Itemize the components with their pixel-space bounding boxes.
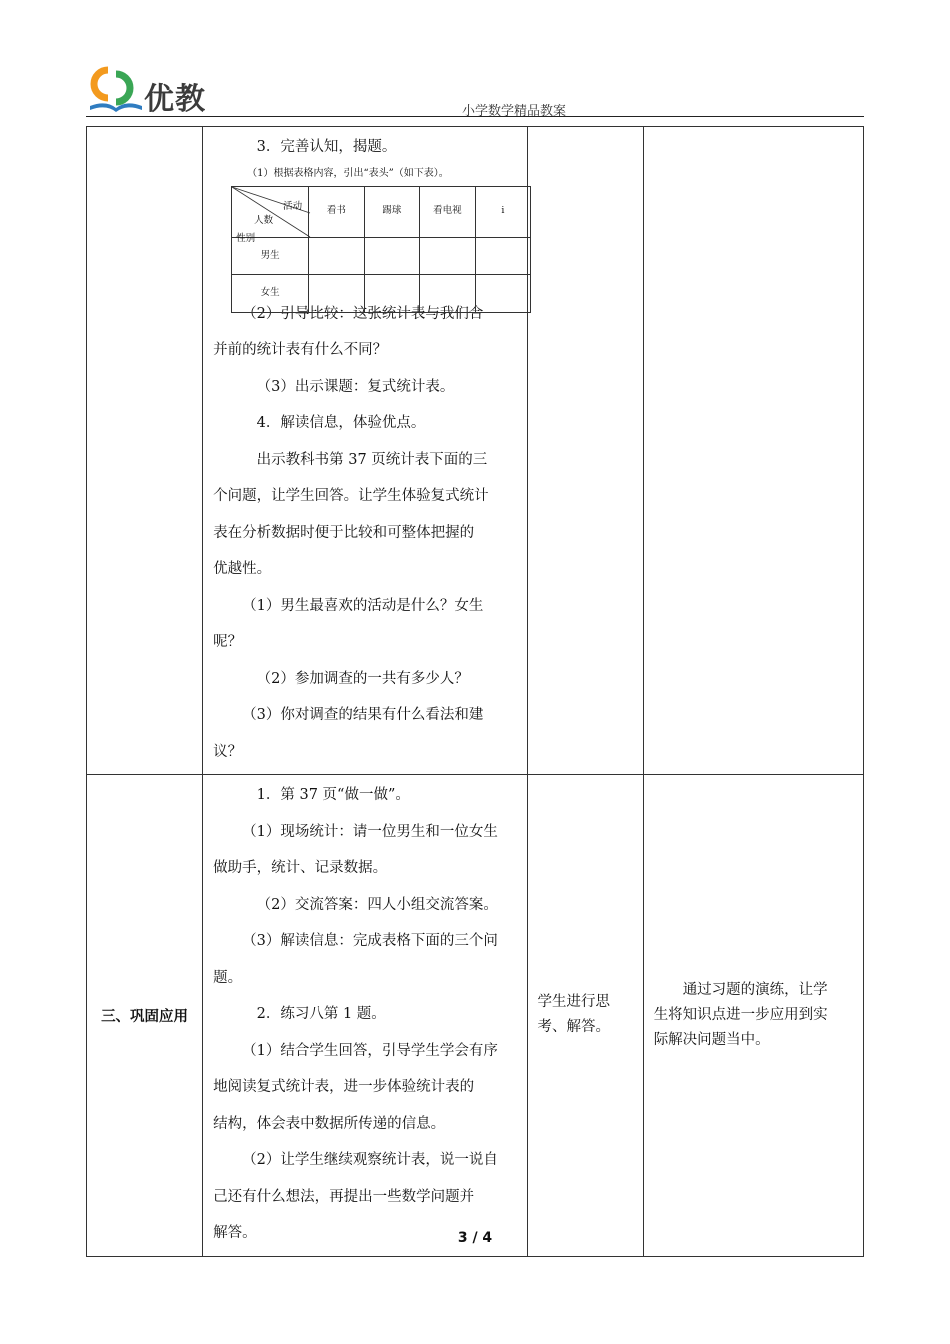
- content-line: （3）解读信息：完成表格下面的三个问: [242, 933, 498, 949]
- student-line: 学生进行思: [537, 994, 611, 1011]
- header-table-figure: [231, 166, 547, 298]
- intent-line: 通过习题的演练，让学: [682, 981, 828, 998]
- teaching-content-cell: [203, 775, 527, 1257]
- intent-line: 生将知识点进一步应用到实: [653, 1006, 828, 1023]
- content-line: 优越性。: [213, 561, 272, 577]
- content-line: 呢？: [213, 634, 243, 650]
- content-line: （1）男生最喜欢的活动是什么？女生: [242, 597, 484, 614]
- content-line: 表在分析数据时便于比较和可整体把握的: [213, 524, 475, 541]
- student-line: 考、解答。: [537, 1019, 611, 1036]
- table-cell: [420, 275, 476, 313]
- table-cell: [309, 275, 365, 313]
- content-line: 题。: [213, 969, 243, 986]
- section-title: 三、巩固应用: [87, 775, 203, 1257]
- section-cell-empty: [87, 127, 203, 775]
- design-intent-cell: [643, 775, 863, 1257]
- content-line: 议？: [213, 743, 243, 760]
- content-line: （2）参加调查的一共有多少人？: [256, 670, 469, 687]
- header-rule: [86, 116, 864, 117]
- intent-line: 际解决问题当中。: [653, 1031, 770, 1048]
- table-cell: [309, 237, 365, 275]
- corner-label-gender: 性别: [236, 232, 256, 244]
- table-cell: [364, 237, 420, 275]
- content-line: 并前的统计表有什么不同？: [213, 342, 388, 358]
- diagonal-header-cell: [232, 186, 309, 244]
- content-line: （3）出示课题：复式统计表。: [256, 378, 455, 395]
- table-row: [87, 775, 864, 1257]
- content-line: 4．解读信息，体验优点。: [256, 415, 426, 431]
- content-line: 个问题，让学生回答。让学生体验复式统计: [213, 488, 489, 504]
- column-header: 看书: [309, 186, 365, 237]
- content-line: 1．第 37 页“做一做”。: [256, 787, 410, 803]
- figure-caption: （1）根据表格内容，引出“表头”（如下表）。: [247, 167, 449, 179]
- content-line: 结构，体会表中数据所传递的信息。: [213, 1115, 446, 1132]
- column-header: 看电视: [420, 186, 476, 237]
- content-line: （2）交流答案：四人小组交流答案。: [256, 896, 498, 913]
- sample-stat-table: [231, 186, 531, 313]
- table-cell: [475, 237, 531, 275]
- content-line: 解答。: [213, 1225, 257, 1241]
- design-intent-cell-empty: [643, 127, 863, 775]
- header-subtitle: 小学数学精品教案: [461, 104, 566, 119]
- content-line: 地阅读复式统计表，进一步体验统计表的: [213, 1079, 475, 1095]
- content-line: （1）结合学生回答，引导学生学会有序: [242, 1042, 498, 1059]
- corner-label-count: 人数: [254, 214, 274, 226]
- youjiao-logo: [86, 64, 216, 116]
- table-cell: [475, 275, 531, 313]
- table-cell: [364, 275, 420, 313]
- student-activity-cell: [527, 775, 643, 1257]
- content-line: 己还有什么想法，再提出一些数学问题并: [213, 1188, 475, 1205]
- content-line: 做助手，统计、记录数据。: [213, 860, 388, 876]
- content-line: 3．完善认知，揭题。: [256, 139, 397, 155]
- content-line: 2．练习八第 1 题。: [256, 1006, 386, 1022]
- content-line: （3）你对调查的结果有什么看法和建: [242, 707, 484, 723]
- content-line: （2）引导比较：这张统计表与我们合: [242, 305, 484, 322]
- table-row: [87, 127, 864, 775]
- page-number: 3 / 4: [457, 1230, 493, 1246]
- corner-label-activity: 活动: [283, 200, 303, 212]
- lesson-plan-table: [86, 126, 864, 1257]
- content-line: 出示教科书第 37 页统计表下面的三: [256, 451, 488, 468]
- row-header: 男生: [232, 237, 309, 275]
- column-header: i: [475, 186, 531, 237]
- table-cell: [420, 237, 476, 275]
- column-header: 踢球: [364, 186, 420, 237]
- page-header: [86, 60, 864, 120]
- row-header: 女生: [232, 275, 309, 313]
- content-line: （1）现场统计：请一位男生和一位女生: [242, 823, 498, 840]
- teaching-content-cell: [203, 127, 527, 775]
- logo-text: 优教: [144, 82, 206, 117]
- logo-icon: [86, 64, 146, 116]
- content-line: （2）让学生继续观察统计表，说一说自: [242, 1152, 498, 1168]
